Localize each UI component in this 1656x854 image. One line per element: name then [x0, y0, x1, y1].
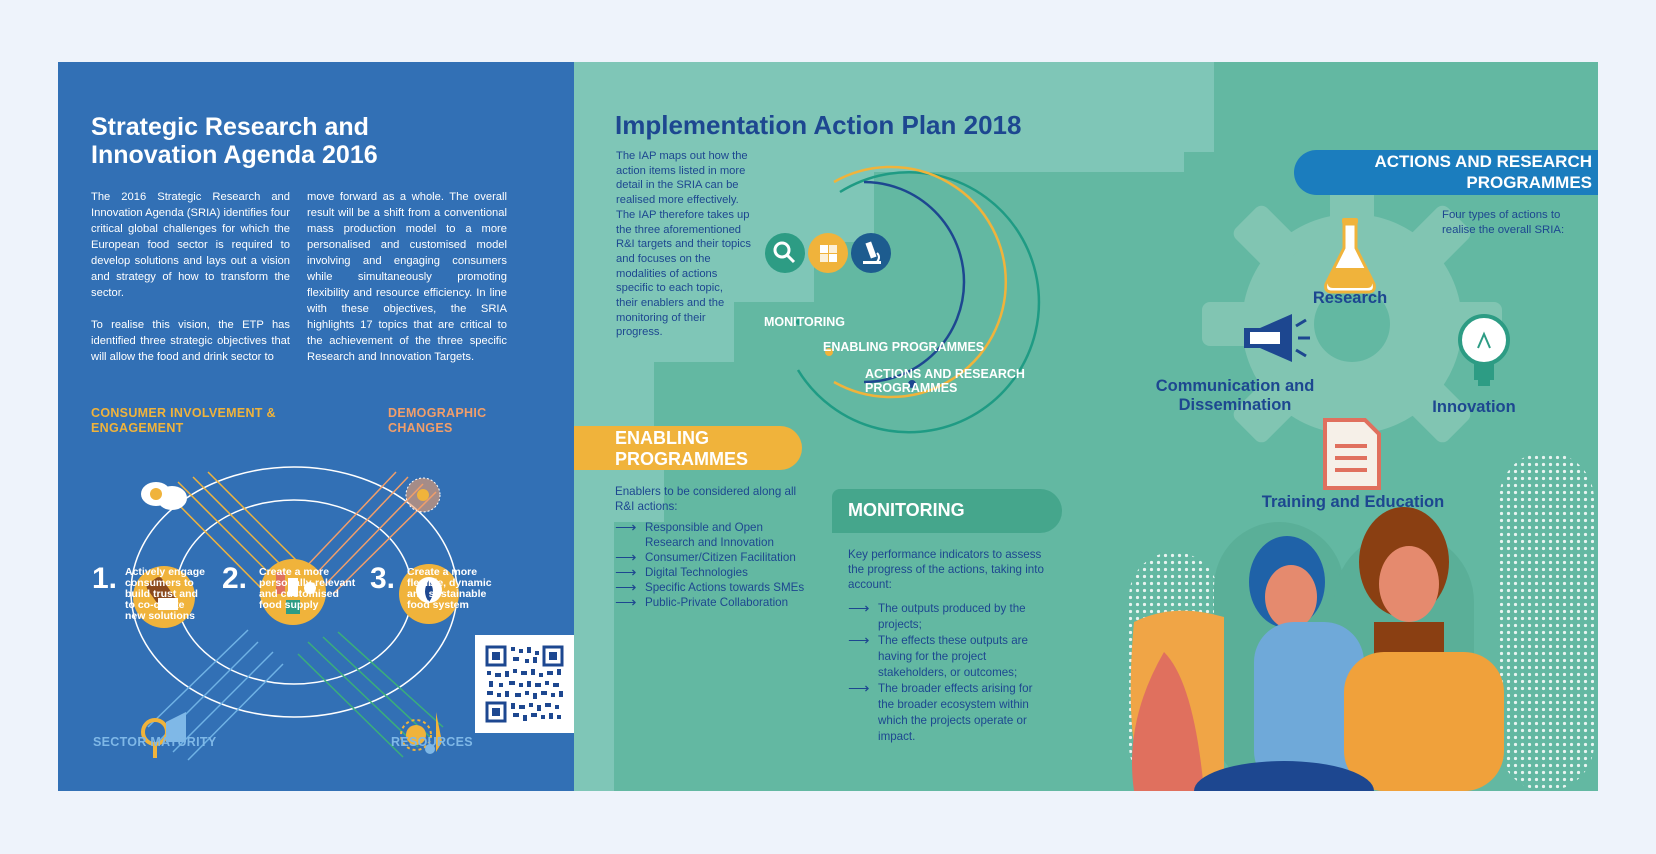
consumer-label-line: CONSUMER INVOLVEMENT & — [91, 406, 276, 420]
sria-paragraph: The 2016 Strategic Research and Innovation Agenda (SRIA) identifies four critical global challenges for which the European food sector is required to develop solutions and lays out a vision and strategy of how to transform the sector. — [91, 191, 291, 299]
objective-line: and sustainable — [407, 588, 487, 600]
monitoring-item-line: projects; — [878, 618, 922, 631]
iap-intro — [616, 149, 756, 340]
enabling-arc — [834, 167, 1006, 397]
objective-3-text — [407, 567, 517, 611]
monitoring-item-line: having for the project — [878, 650, 987, 663]
lightbulb-icon — [1454, 312, 1514, 394]
qr-code[interactable] — [475, 635, 574, 733]
enabling-banner-text — [615, 428, 748, 470]
sria-paragraph: move forward as a whole. The overall result will be a shift from a conventional mass production model to a more personalised and customised model involving and engaging consumers while simultaneously promoting flexibility and resource efficiency. In line with these objectives, the SRIA highlights 17 topics that are critical to the achievement of the three specific Research and Innovation Targets. — [307, 191, 507, 363]
enabling-list-item — [615, 520, 815, 550]
enabling-list — [615, 520, 815, 610]
monitoring-item-line: impact. — [878, 730, 916, 743]
resources-label: RESOURCES — [391, 735, 473, 749]
monitoring-intro — [848, 547, 1048, 592]
objective-line: new solutions — [125, 610, 196, 622]
actions-banner-line: PROGRAMMES — [1466, 172, 1592, 192]
sria-paragraph: To realise this vision, the ETP has identified three strategic objectives that will allow the food and drink sector to — [91, 319, 290, 363]
objective-line: build trust and — [125, 588, 198, 600]
brochure — [58, 62, 1598, 791]
monitoring-item-line: stakeholders, or outcomes; — [878, 666, 1018, 679]
monitoring-intro-line: Key performance indicators to assess — [848, 548, 1042, 561]
actions-banner — [1294, 150, 1598, 195]
monitoring-item-line: ⟶ The broader effects arising for — [878, 682, 1033, 695]
objective-line: Actively engage — [125, 566, 205, 578]
people-illustration — [1131, 507, 1504, 791]
puzzle-icon — [808, 233, 848, 273]
communication-label-line: Dissemination — [1178, 396, 1292, 414]
chat-icon — [141, 482, 187, 510]
monitoring-item-line: ⟶ The effects these outputs are — [878, 634, 1028, 647]
cycle-actions-line: ACTIONS AND RESEARCH — [865, 367, 1025, 381]
monitoring-list — [848, 601, 1048, 745]
demographic-label-line: DEMOGRAPHIC — [388, 406, 487, 420]
iap-intro-line: The IAP therefore takes up — [616, 208, 750, 221]
iap-intro-line: progress. — [616, 326, 663, 339]
iap-intro-line: The IAP maps out how the — [616, 150, 748, 162]
actions-intro-line: Four types of actions to — [1442, 209, 1561, 221]
enabling-intro-line: R&I actions: — [615, 500, 678, 513]
objective-2-text — [259, 567, 369, 611]
objective-line: food supply — [259, 599, 319, 611]
actions-intro — [1442, 208, 1592, 238]
communication-label-line: Communication and — [1155, 377, 1315, 395]
document-icon — [1321, 418, 1381, 490]
iap-intro-line: action items listed in more — [616, 164, 746, 177]
monitoring-intro-line: the progress of the actions, taking into — [848, 563, 1044, 576]
iap-intro-line: monitoring of their — [616, 311, 706, 324]
megaphone-icon — [1240, 312, 1320, 364]
monitoring-item-line: which the projects operate or — [878, 714, 1027, 727]
iap-panel — [574, 62, 1598, 791]
cycle-diagram — [754, 162, 1054, 442]
enabling-item-line: Research and Innovation — [645, 536, 774, 549]
sria-title — [91, 113, 511, 169]
dots-right — [1499, 452, 1594, 791]
actions-intro-line: realise the overall SRIA: — [1442, 224, 1565, 236]
iap-intro-line: detail in the SRIA can be — [616, 179, 739, 192]
search-icon — [765, 233, 805, 273]
globe-icon — [406, 478, 440, 512]
monitoring-item-line: ⟶ The outputs produced by the — [878, 602, 1026, 615]
enabling-intro-line: Enablers to be considered along all — [615, 485, 797, 498]
objective-line: Create a more — [407, 566, 478, 578]
monitoring-list-item — [848, 633, 1048, 681]
communication-label — [1150, 377, 1320, 415]
enabling-list-item — [615, 550, 815, 565]
sria-col2 — [307, 189, 507, 365]
iap-title: Implementation Action Plan 2018 — [615, 110, 1022, 140]
monitoring-banner — [832, 489, 1062, 533]
enabling-banner-line: ENABLING — [615, 428, 709, 448]
sria-title-line2: Innovation Agenda 2016 — [91, 141, 378, 169]
objective-line: personally-relevant — [259, 577, 356, 589]
objective-line: and customised — [259, 588, 339, 600]
iap-intro-line: R&I targets and their topics — [616, 238, 751, 251]
enabling-list-item — [615, 580, 815, 595]
iap-intro-line: modalities of actions — [616, 267, 718, 280]
consumer-involvement-label — [91, 406, 276, 436]
sria-title-line1: Strategic Research and — [91, 113, 369, 141]
enabling-banner-line: PROGRAMMES — [615, 449, 749, 469]
iap-intro-line: the three aforementioned — [616, 223, 742, 236]
objective-1-number: 1. — [92, 562, 118, 595]
cycle-monitoring-label: MONITORING — [764, 315, 846, 329]
cycle-actions-line: PROGRAMMES — [865, 381, 958, 395]
monitoring-intro-line: account: — [848, 578, 892, 591]
monitoring-list-item — [848, 681, 1048, 745]
enabling-list-item — [615, 595, 815, 610]
monitoring-list-item — [848, 601, 1048, 633]
demographic-label-line: CHANGES — [388, 421, 453, 435]
iap-intro-line: realised more effectively. — [616, 194, 739, 207]
sector-maturity-label: SECTOR MATURITY — [93, 735, 217, 749]
research-label: Research — [1312, 289, 1388, 307]
objective-line: food system — [407, 599, 469, 611]
objective-3-number: 3. — [370, 562, 396, 595]
flask-icon — [1320, 216, 1380, 294]
innovation-label: Innovation — [1432, 398, 1516, 416]
enabling-item-line: ⟶ Public-Private Collaboration — [645, 596, 789, 609]
objective-1-text — [125, 567, 235, 622]
cycle-actions-label — [865, 367, 1025, 395]
iap-intro-line: their enablers and the — [616, 297, 725, 310]
actions-banner-text — [1374, 152, 1592, 193]
objective-line: to co-create — [125, 599, 185, 611]
enabling-item-line: ⟶ Specific Actions towards SMEs — [645, 581, 805, 594]
enabling-banner — [574, 426, 802, 470]
iap-intro-line: specific to each topic, — [616, 282, 723, 295]
cycle-enabling-label: ENABLING PROGRAMMES — [823, 340, 985, 354]
objective-line: consumers to — [125, 577, 194, 589]
objective-line: flexible, dynamic — [407, 577, 492, 589]
consumer-label-line: ENGAGEMENT — [91, 421, 184, 435]
sria-panel — [58, 62, 574, 791]
enabling-item-line: ⟶ Responsible and Open — [645, 521, 763, 534]
monitoring-banner-text: MONITORING — [848, 500, 965, 520]
actions-banner-line: ACTIONS AND RESEARCH — [1374, 152, 1592, 171]
training-label: Training and Education — [1261, 493, 1445, 511]
enabling-item-line: ⟶ Consumer/Citizen Facilitation — [645, 551, 796, 564]
qr-code-icon — [475, 635, 574, 733]
enabling-intro — [615, 484, 805, 514]
microscope-icon — [851, 233, 891, 273]
iap-intro-line: and focuses on the — [616, 252, 711, 265]
enabling-list-item — [615, 565, 815, 580]
objective-line: Create a more — [259, 566, 330, 578]
monitoring-item-line: the broader ecosystem within — [878, 698, 1029, 711]
enabling-item-line: ⟶ Digital Technologies — [645, 566, 748, 579]
demographic-changes-label — [388, 406, 486, 436]
objective-2-number: 2. — [222, 562, 248, 595]
sria-col1 — [91, 189, 290, 365]
